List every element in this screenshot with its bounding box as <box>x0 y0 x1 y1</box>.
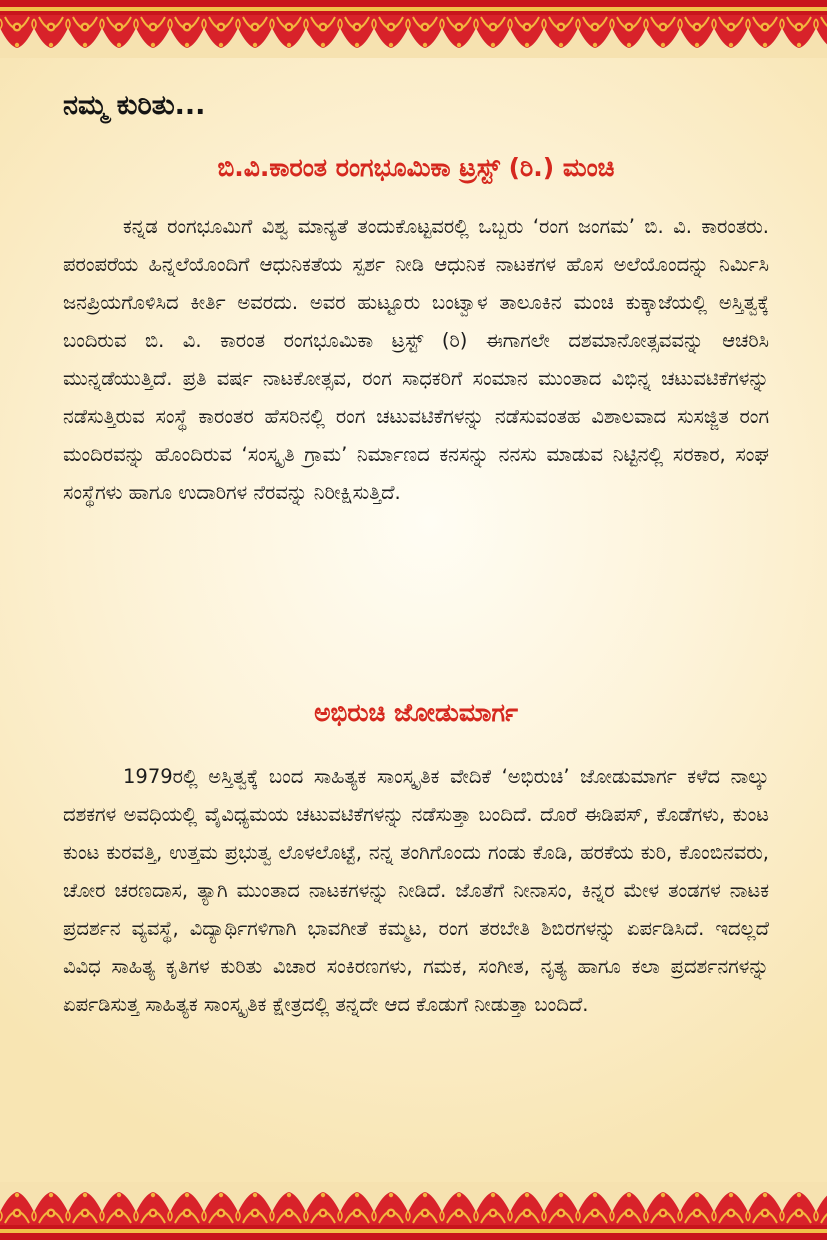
section-body-abhiruchi: 1979ರಲ್ಲಿ ಅಸ್ತಿತ್ವಕ್ಕೆ ಬಂದ ಸಾಹಿತ್ಯಕ ಸಾಂಸ್ಕೃತಿಕ ವೇದಿಕೆ ‘ಅಭಿರುಚಿ’ ಜೋಡುಮಾರ್ಗ ಕಳೆದ ನಾಲ್ಕು ದಶಕಗಳ ಅವಧಿಯಲ್ಲಿ ವೈವಿಧ್ಯಮಯ ಚಟುವಟಿಕೆಗಳನ್ನು ನಡೆಸುತ್ತಾ ಬಂದಿದೆ. ದೊರೆ ಈಡಿಪಸ್, ಕೊಡೆಗಳು, ಕುಂಟ ಕುಂಟ ಕುರವತ್ತಿ, ಉತ್ತಮ ಪ್ರಭುತ್ವ ಲೊಳಲೊಟ್ಟೆ, ನನ್ನ ತಂಗಿಗೊಂದು ಗಂಡು ಕೊಡಿ, ಹರಕೆಯ ಕುರಿ, ಕೊಂಬಿನವರು, ಚೋರ ಚರಣದಾಸ, ತ್ಯಾಗಿ ಮುಂತಾದ ನಾಟಕಗಳನ್ನು ನೀಡಿದೆ. ಜೊತೆಗೆ ನೀನಾಸಂ, ಕಿನ್ನರ ಮೇಳ ತಂಡಗಳ ನಾಟಕ ಪ್ರದರ್ಶನ ವ್ಯವಸ್ಥೆ, ವಿದ್ಯಾರ್ಥಿಗಳಿಗಾಗಿ ಭಾವಗೀತೆ ಕಮ್ಮಟ, ರಂಗ ತರಬೇತಿ ಶಿಬಿರಗಳನ್ನು ಏರ್ಪಡಿಸಿದೆ. ಇದಲ್ಲದೆ ವಿವಿಧ ಸಾಹಿತ್ಯ ಕೃತಿಗಳ ಕುರಿತು ವಿಚಾರ ಸಂಕಿರಣಗಳು, ಗಮಕ, ಸಂಗೀತ, ನೃತ್ಯ ಹಾಗೂ ಕಲಾ ಪ್ರದರ್ಶನಗಳನ್ನು ಏರ್ಪಡಿಸುತ್ತ ಸಾಹಿತ್ಯಕ ಸಾಂಸ್ಕೃತಿಕ ಕ್ಷೇತ್ರದಲ್ಲಿ ತನ್ನದೇ ಆದ ಕೊಡುಗೆ ನೀಡುತ್ತಾ ಬಂದಿದೆ. <box>63 765 769 1016</box>
ornamental-border-bottom <box>0 1182 827 1240</box>
page-content <box>63 58 769 1178</box>
section-body-trust: ಕನ್ನಡ ರಂಗಭೂಮಿಗೆ ವಿಶ್ವ ಮಾನ್ಯತೆ ತಂದುಕೊಟ್ಟವರಲ್ಲಿ ಒಬ್ಬರು ‘ರಂಗ ಜಂಗಮ’ ಬಿ. ವಿ. ಕಾರಂತರು. ಪರಂಪರೆಯ ಹಿನ್ನಲೆಯೊಂದಿಗೆ ಆಧುನಿಕತೆಯ ಸ್ಪರ್ಶ ನೀಡಿ ಆಧುನಿಕ ನಾಟಕಗಳ ಹೊಸ ಅಲೆಯೊಂದನ್ನು ನಿರ್ಮಿಸಿ ಜನಪ್ರಿಯಗೊಳಿಸಿದ ಕೀರ್ತಿ ಅವರದು. ಅವರ ಹುಟ್ಟೂರು ಬಂಟ್ವಾಳ ತಾಲೂಕಿನ ಮಂಚಿ ಕುಕ್ಕಾಜೆಯಲ್ಲಿ ಅಸ್ತಿತ್ವಕ್ಕೆ ಬಂದಿರುವ ಬಿ. ವಿ. ಕಾರಂತ ರಂಗಭೂಮಿಕಾ ಟ್ರಸ್ಟ್ (ರಿ) ಈಗಾಗಲೇ ದಶಮಾನೋತ್ಸವವನ್ನು ಆಚರಿಸಿ ಮುನ್ನಡೆಯುತ್ತಿದೆ. ಪ್ರತಿ ವರ್ಷ ನಾಟಕೋತ್ಸವ, ರಂಗ ಸಾಧಕರಿಗೆ ಸಂಮಾನ ಮುಂತಾದ ವಿಭಿನ್ನ ಚಟುವಟಿಕೆಗಳನ್ನು ನಡೆಸುತ್ತಿರುವ ಸಂಸ್ಥೆ ಕಾರಂತರ ಹೆಸರಿನಲ್ಲಿ ರಂಗ ಚಟುವಟಿಕೆಗಳನ್ನು ನಡೆಸುವಂತಹ ವಿಶಾಲವಾದ ಸುಸಜ್ಜಿತ ರಂಗ ಮಂದಿರವನ್ನು ಹೊಂದಿರುವ ‘ಸಂಸ್ಕೃತಿ ಗ್ರಾಮ’ ನಿರ್ಮಾಣದ ಕನಸನ್ನು ನನಸು ಮಾಡುವ ನಿಟ್ಟಿನಲ್ಲಿ ಸರಕಾರ, ಸಂಘ ಸಂಸ್ಥೆಗಳು ಹಾಗೂ ಉದಾರಿಗಳ ನೆರವನ್ನು ನಿರೀಕ್ಷಿಸುತ್ತಿದೆ. <box>63 215 769 504</box>
border-pattern <box>0 0 827 58</box>
section-title-abhiruchi: ಅಭಿರುಚಿ ಜೋಡುಮಾರ್ಗ <box>314 698 518 727</box>
border-pattern <box>0 1182 827 1240</box>
section-title-trust: ಬಿ.ವಿ.ಕಾರಂತ ರಂಗಭೂಮಿಕಾ ಟ್ರಸ್ಟ್ (ರಿ.) ಮಂಚಿ <box>217 153 615 182</box>
page-title: ನಮ್ಮ ಕುರಿತು... <box>63 90 206 121</box>
ornamental-border-top <box>0 0 827 58</box>
